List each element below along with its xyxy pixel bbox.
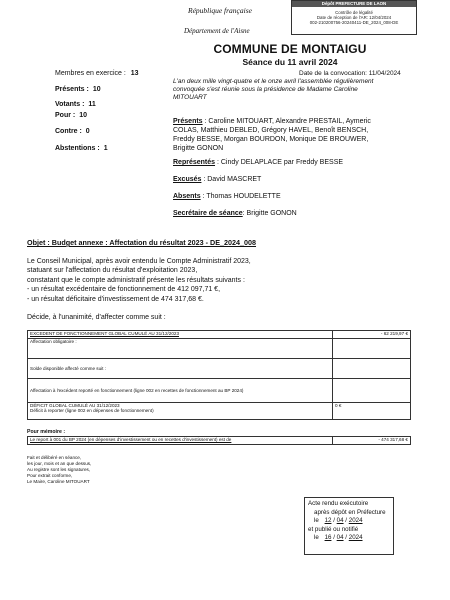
preamble-line-3: MITOUART: [173, 93, 207, 101]
excused-label: Excusés: [173, 176, 202, 183]
mandatory-label: Affectation obligatoire :: [28, 339, 333, 359]
presents-line-2: COLAS, Matthieu DEBLED, Grégory HAVEL, Benoît BENSCH,: [173, 127, 369, 134]
members-against-label: Contre :: [55, 128, 82, 135]
secretary-line: [173, 209, 297, 218]
available-label: Solde disponible affecté comme suit :: [28, 359, 333, 379]
exec-date-2: le 16 / 04 / 2024: [314, 534, 363, 541]
excedent-label: EXCEDENT DE FONCTIONNEMENT GLOBAL CUMULÉ AU 31/12/2023: [28, 331, 333, 339]
page-title: COMMUNE DE MONTAIGU: [213, 42, 367, 56]
members-exercise-label: Membres en exercice :: [55, 70, 126, 77]
table-row: [28, 331, 411, 339]
objet-title: Objet : Budget annexe : Affectation du résultat 2023 - DE_2024_008: [27, 238, 257, 247]
table-row: [28, 359, 411, 379]
preamble: [173, 78, 373, 101]
presents-label: Présents: [173, 118, 203, 125]
department-line: Département de l'Aisne: [184, 27, 250, 35]
signature-line-2: les jour, mois et an que dessus,: [27, 461, 92, 466]
members-abstention: [55, 145, 108, 152]
members-present-value: 10: [92, 86, 101, 93]
preamble-line-2: convoquée s'est réunie sous la présidence de Madame Caroline: [173, 85, 358, 93]
members-for-label: Pour :: [55, 112, 76, 119]
table-row: [28, 379, 411, 403]
represented-value: : Cindy DELAPLACE par Freddy BESSE: [215, 159, 344, 166]
members-voters-value: 11: [88, 101, 96, 108]
members-against: [55, 128, 90, 135]
body-line-4: - un résultat excédentaire de fonctionnement de 412 097,71 €,: [27, 286, 221, 294]
exec-line-1: Acte rendu exécutoire: [308, 500, 369, 507]
memo-table: [27, 436, 411, 445]
body-line-1: Le Conseil Municipal, après avoir entendu le Compte Administratif 2023,: [27, 258, 251, 265]
exec-le-2: le: [314, 534, 319, 541]
session-date: Séance du 11 avril 2024: [242, 57, 338, 67]
represented-label: Représentés: [173, 159, 216, 166]
prefecture-stamp: [291, 0, 417, 35]
exec-date-1: le 12 / 04 / 2024: [314, 517, 363, 524]
secretary-value: : Brigitte GONON: [242, 210, 297, 217]
signature-block: [27, 455, 91, 485]
table-row: [28, 339, 411, 359]
republic-line: République française: [188, 6, 252, 15]
members-against-value: 0: [85, 128, 90, 135]
signature-line-4: Pour extrait conforme,: [27, 473, 73, 478]
exec-line-2: après dépôt en Préfecture: [314, 508, 386, 516]
exec-le-1: le: [314, 517, 319, 524]
presents-line-4: Brigitte GONON: [173, 145, 224, 152]
memo-label: Pour mémoire :: [27, 429, 66, 435]
absent-line: [173, 192, 281, 201]
members-for-value: 10: [79, 112, 87, 119]
preamble-line-1: L'an deux mille vingt-quatre et le onze avril l'assemblée régulièrement: [173, 78, 374, 85]
represented-line: [173, 158, 343, 167]
body-line-3: constatant que le compte administratif présente les résultats suivants :: [27, 276, 245, 284]
table-row: [28, 403, 411, 420]
deficit-label: DÉFICIT GLOBAL CUMULÉ AU 31/12/2023: [30, 403, 120, 408]
table-row: [28, 437, 411, 445]
exec-month-1: 04: [336, 517, 344, 524]
presents-line-1: : Caroline MITOUART, Alexandre PRESTAIL, Aymeric: [202, 118, 371, 125]
members-exercise: [55, 70, 139, 77]
exec-month-2: 04: [336, 534, 344, 541]
secretary-label: Secrétaire de séance: [173, 210, 243, 217]
exec-year-1: 2024: [348, 517, 363, 524]
members-present-label: Présents :: [55, 86, 89, 93]
members-for: [55, 112, 87, 119]
body-line-5: - un résultat déficitaire d'investissement de 474 317,68 €.: [27, 295, 204, 303]
members-voters: [55, 101, 96, 108]
body-line-6: Décide, à l'unanimité, d'affecter comme suit :: [27, 314, 166, 322]
stamp-received: Date de réception de l'AR: 12/04/2024: [316, 15, 392, 21]
presents-line-3: Freddy BESSE, Morgan BOURDON, Monique DE BROUWER,: [173, 136, 369, 143]
executory-box: [304, 497, 394, 555]
decision-body: [27, 257, 427, 322]
members-present: [55, 86, 101, 93]
body-line-2: statuant sur l'affectation du résultat d'exploitation 2023,: [27, 267, 198, 275]
absent-value: : Thomas HOUDELETTE: [200, 193, 281, 200]
stamp-head: Dépôt PREFECTURE DE LAON: [292, 1, 416, 7]
exec-year-2: 2024: [348, 534, 363, 541]
members-abstention-value: 1: [103, 145, 108, 152]
deficit-value: 0 €: [333, 403, 411, 420]
members-voters-label: Votants :: [55, 101, 85, 108]
excused-line: [173, 175, 261, 184]
exec-line-4: et publié ou notifié: [308, 525, 359, 533]
deficit-cell: [28, 403, 333, 420]
excedent-value: - 62 219,97 €: [333, 331, 411, 339]
mandatory-value: [333, 339, 411, 359]
affectation-value: [333, 379, 411, 403]
convocation-date: Date de la convocation: 11/04/2024: [299, 70, 401, 77]
exec-day-2: 16: [324, 534, 332, 541]
affectation-label: Affectation à l'excédent reporté en fonctionnement (ligne 002 en recettes de fonctionnement au BP 2024): [28, 379, 333, 403]
signature-line-3: Au registre sont les signatures,: [27, 467, 91, 472]
available-value: [333, 359, 411, 379]
allocation-table: [27, 330, 411, 420]
absent-label: Absents: [173, 193, 201, 200]
deficit-report-label: Déficit à reporter (ligne 002 en dépenses de fonctionnement): [30, 408, 154, 413]
members-abstention-label: Abstentions :: [55, 145, 100, 152]
members-exercise-value: 13: [130, 70, 139, 77]
signature-line-1: Fait et délibéré en séance,: [27, 455, 82, 460]
stamp-control: Contrôle de légalité: [335, 10, 373, 15]
stamp-reference: 002-210200756-20240411-DE_2024_008-DE: [309, 20, 399, 26]
memo-row-label: Le report à 001 du BP 2024 (en dépenses d'investissement ou en recettes d'investissement) est de: [28, 437, 333, 445]
signature-line-5: Le Maire, Caroline MITOUART: [27, 479, 90, 484]
presents-block: [173, 117, 371, 153]
memo-row-value: - 474 317,68 €: [333, 437, 411, 445]
excused-value: : David MASCRET: [201, 176, 262, 183]
exec-day-1: 12: [324, 517, 332, 524]
